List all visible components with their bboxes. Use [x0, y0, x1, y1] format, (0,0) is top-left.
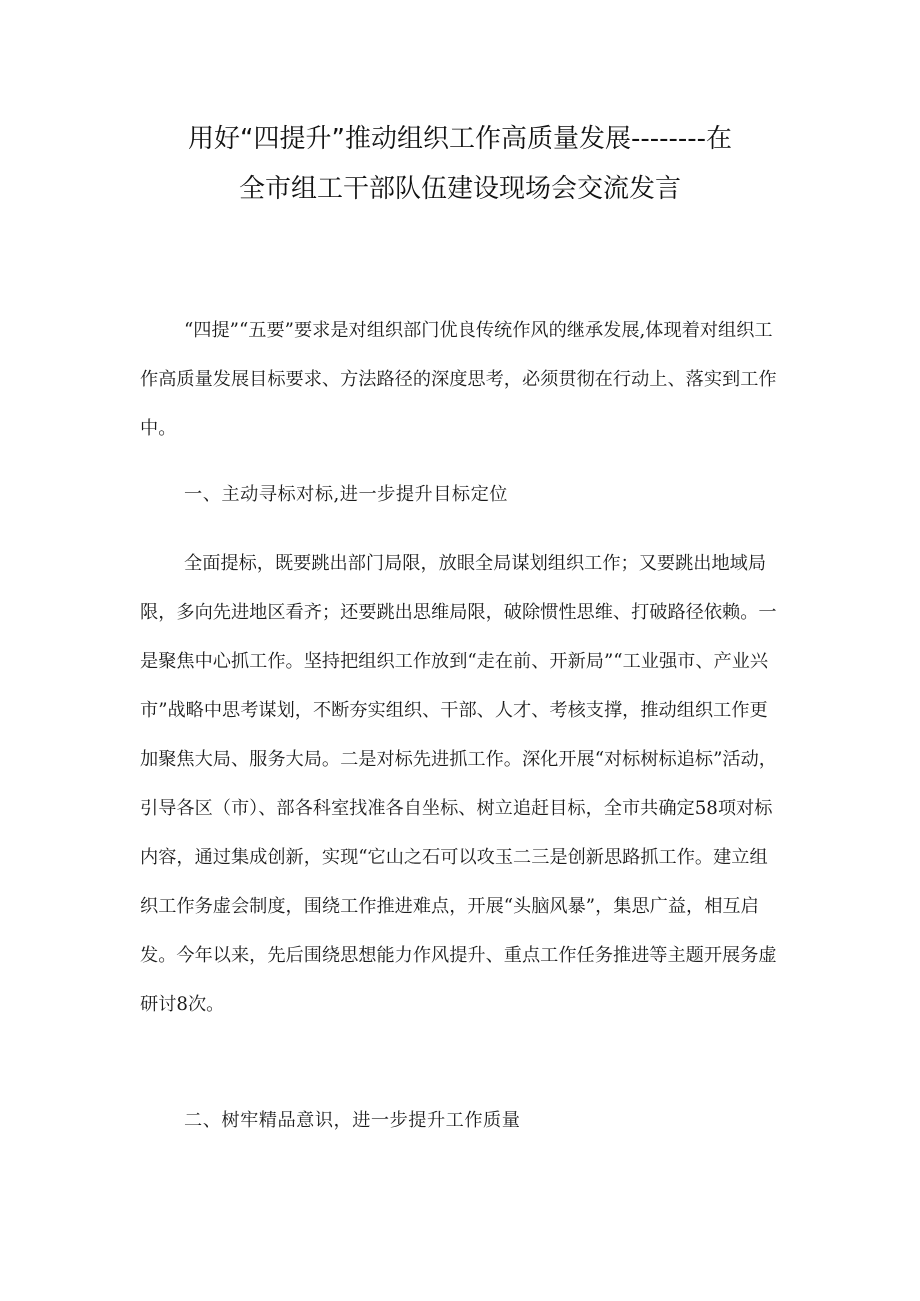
section-1-body: 全面提标，既要跳出部门局限，放眼全局谋划组织工作；又要跳出地域局限，多向先进地区看齐；还要跳出思维局限，破除惯性思维、打破路径依赖。一是聚焦中心抓工作。坚持把组织工作放到“走在前、开新局”“工业强市、产业兴市”战略中思考谋划，不断夯实组织、干部、人才、考核支撑，推动组织工作更加聚焦大局、服务大局。二是对标先进抓工作。深化开展“对标树标追标”活动，引导各区（市）、部各科室找准各自坐标、树立追赶目标，全市共确定58项对标内容，通过集成创新，实现“它山之石可以攻玉二三是创新思路抓工作。建立组织工作务虚会制度，围绕工作推进难点，开展“头脑风暴”，集思广益，相互启发。今年以来，先后围绕思想能力作风提升、重点工作任务推进等主题开展务虚研讨8次。 [140, 553, 777, 1015]
title-line-1: 用好“四提升”推动组织工作高质量发展--------在 [188, 124, 732, 154]
intro-paragraph: “四提”“五要”要求是对组织部门优良传统作风的继承发展,体现着对组织工作高质量发展目标要求、方法路径的深度思考，必须贯彻在行动上、落实到工作中。 [140, 320, 777, 439]
title-line-2: 全市组工干部队伍建设现场会交流发言 [238, 174, 681, 204]
section-1-heading: 一、主动寻标对标,进一步提升目标定位 [184, 484, 508, 505]
section-2-heading: 二、树牢精品意识，进一步提升工作质量 [184, 1110, 521, 1131]
document-title [120, 114, 800, 214]
